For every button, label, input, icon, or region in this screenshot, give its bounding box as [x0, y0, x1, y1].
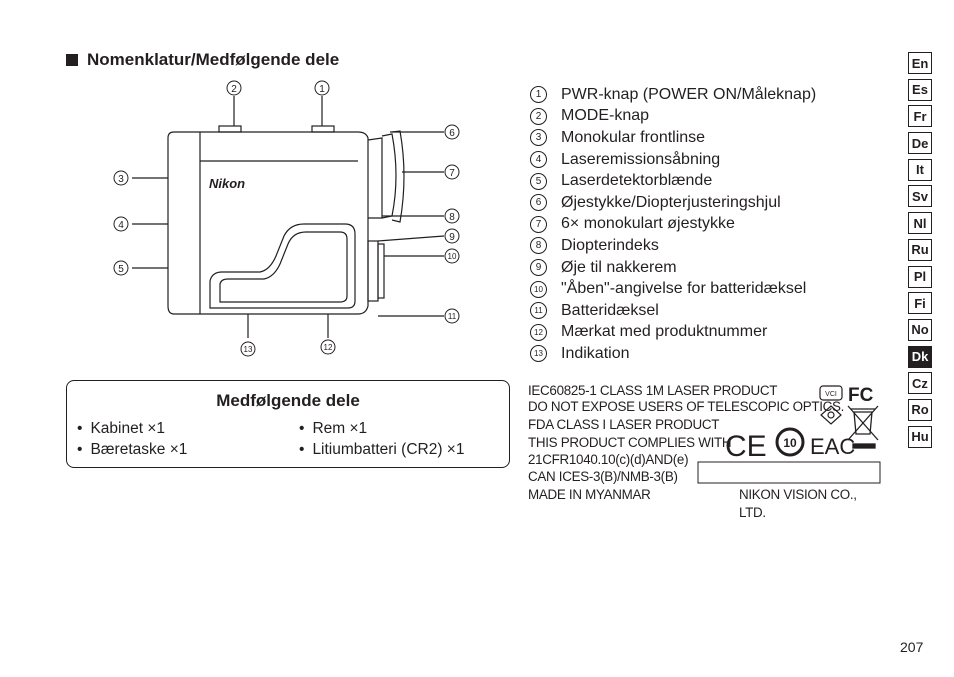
included-col1: [77, 420, 187, 462]
pse-icon: [821, 406, 841, 424]
svg-text:3: 3: [118, 174, 124, 185]
list-item: 2 MODE-knap: [530, 106, 816, 128]
list-item: 5 Laserdetektorblænde: [530, 170, 816, 192]
label-line: IEC60825-1 CLASS 1M LASER PRODUCT: [528, 383, 778, 398]
list-item: 8 Diopterindeks: [530, 235, 816, 257]
callout-10: [445, 249, 459, 263]
parts-list: [530, 84, 816, 365]
callout-7: [445, 165, 459, 179]
callout-5: [114, 261, 128, 275]
nikon-logo: Nikon: [209, 176, 246, 191]
callout-8: [445, 209, 459, 223]
label-line: THIS PRODUCT COMPLIES WITH: [528, 435, 732, 450]
svg-text:12: 12: [323, 343, 333, 352]
svg-text:9: 9: [449, 232, 455, 243]
heading-text: Nomenklatur/Medfølgende dele: [87, 50, 340, 69]
label-line: MADE IN MYANMAR: [528, 487, 651, 502]
callout-1: [315, 81, 329, 95]
product-number-box: [698, 462, 880, 483]
callout-4: [114, 217, 128, 231]
tab-nl[interactable]: Nl: [908, 212, 932, 234]
svg-text:VCI: VCI: [825, 391, 837, 398]
callout-6: [445, 125, 459, 139]
tab-pl[interactable]: Pl: [908, 266, 932, 288]
callout-11: [445, 309, 459, 323]
svg-text:5: 5: [118, 264, 124, 275]
tab-dk[interactable]: Dk: [908, 346, 932, 368]
included-col2: [299, 420, 464, 462]
tab-ro[interactable]: Ro: [908, 399, 932, 421]
product-label: [528, 382, 882, 520]
tab-it[interactable]: It: [908, 159, 932, 181]
list-item: 9 Øje til nakkerem: [530, 257, 816, 279]
tab-cz[interactable]: Cz: [908, 372, 932, 394]
list-item: 12 Mærkat med produktnummer: [530, 322, 816, 344]
language-tabs: [908, 52, 932, 452]
included-parts-box: [66, 380, 510, 468]
svg-text:6: 6: [449, 128, 455, 139]
list-item: • Kabinet ×1: [77, 420, 187, 441]
list-item: • Rem ×1: [299, 420, 464, 441]
included-title: Medfølgende dele: [216, 391, 360, 410]
list-item: 10 "Åben"-angivelse for batteridæksel: [530, 278, 816, 300]
manufacturer-name: NIKON VISION CO., LTD.: [739, 487, 857, 520]
page-number: 207: [900, 639, 924, 655]
list-item: 11 Batteridæksel: [530, 300, 816, 322]
tab-en[interactable]: En: [908, 52, 932, 74]
list-item: 4 Laseremissionsåbning: [530, 149, 816, 171]
svg-text:11: 11: [447, 312, 457, 321]
heading-square-icon: [66, 54, 78, 66]
list-item: • Litiumbatteri (CR2) ×1: [299, 441, 464, 462]
eac-logo: EAC: [810, 434, 856, 459]
callout-13: [241, 342, 255, 356]
ce-logo: CE: [725, 430, 767, 463]
list-item: 7 6× monokulart øjestykke: [530, 214, 816, 236]
label-line: FDA CLASS I LASER PRODUCT: [528, 417, 720, 432]
list-item: 13 Indikation: [530, 343, 816, 365]
callout-12: [321, 340, 335, 354]
svg-text:2: 2: [231, 84, 237, 95]
tab-ru[interactable]: Ru: [908, 239, 932, 261]
callout-9: [445, 229, 459, 243]
tab-fi[interactable]: Fi: [908, 292, 932, 314]
tab-de[interactable]: De: [908, 132, 932, 154]
tab-hu[interactable]: Hu: [908, 426, 932, 448]
svg-text:10: 10: [783, 436, 797, 450]
label-line: CAN ICES-3(B)/NMB-3(B): [528, 469, 678, 484]
svg-text:13: 13: [243, 345, 253, 354]
callout-2: [227, 81, 241, 95]
list-item: 6 Øjestykke/Diopterjusteringshjul: [530, 192, 816, 214]
vcci-icon: [820, 386, 842, 400]
tab-no[interactable]: No: [908, 319, 932, 341]
svg-text:1: 1: [319, 84, 325, 95]
label-line: 21CFR1040.10(c)(d)AND(e): [528, 452, 689, 467]
china-rohs-icon: [777, 429, 803, 455]
fc-logo: FC: [848, 385, 874, 406]
svg-text:10: 10: [447, 252, 457, 261]
svg-text:4: 4: [118, 220, 124, 231]
rangefinder-diagram: [100, 76, 480, 366]
svg-text:8: 8: [449, 212, 455, 223]
label-line: DO NOT EXPOSE USERS OF TELESCOPIC OPTICS.: [528, 399, 845, 414]
list-item: 1 PWR-knap (POWER ON/Måleknap): [530, 84, 816, 106]
list-item: 3 Monokular frontlinse: [530, 127, 816, 149]
callout-3: [114, 171, 128, 185]
tab-fr[interactable]: Fr: [908, 105, 932, 127]
section-heading: [66, 50, 339, 70]
list-item: • Bæretaske ×1: [77, 441, 187, 462]
tab-es[interactable]: Es: [908, 79, 932, 101]
tab-sv[interactable]: Sv: [908, 185, 932, 207]
svg-text:7: 7: [449, 168, 455, 179]
